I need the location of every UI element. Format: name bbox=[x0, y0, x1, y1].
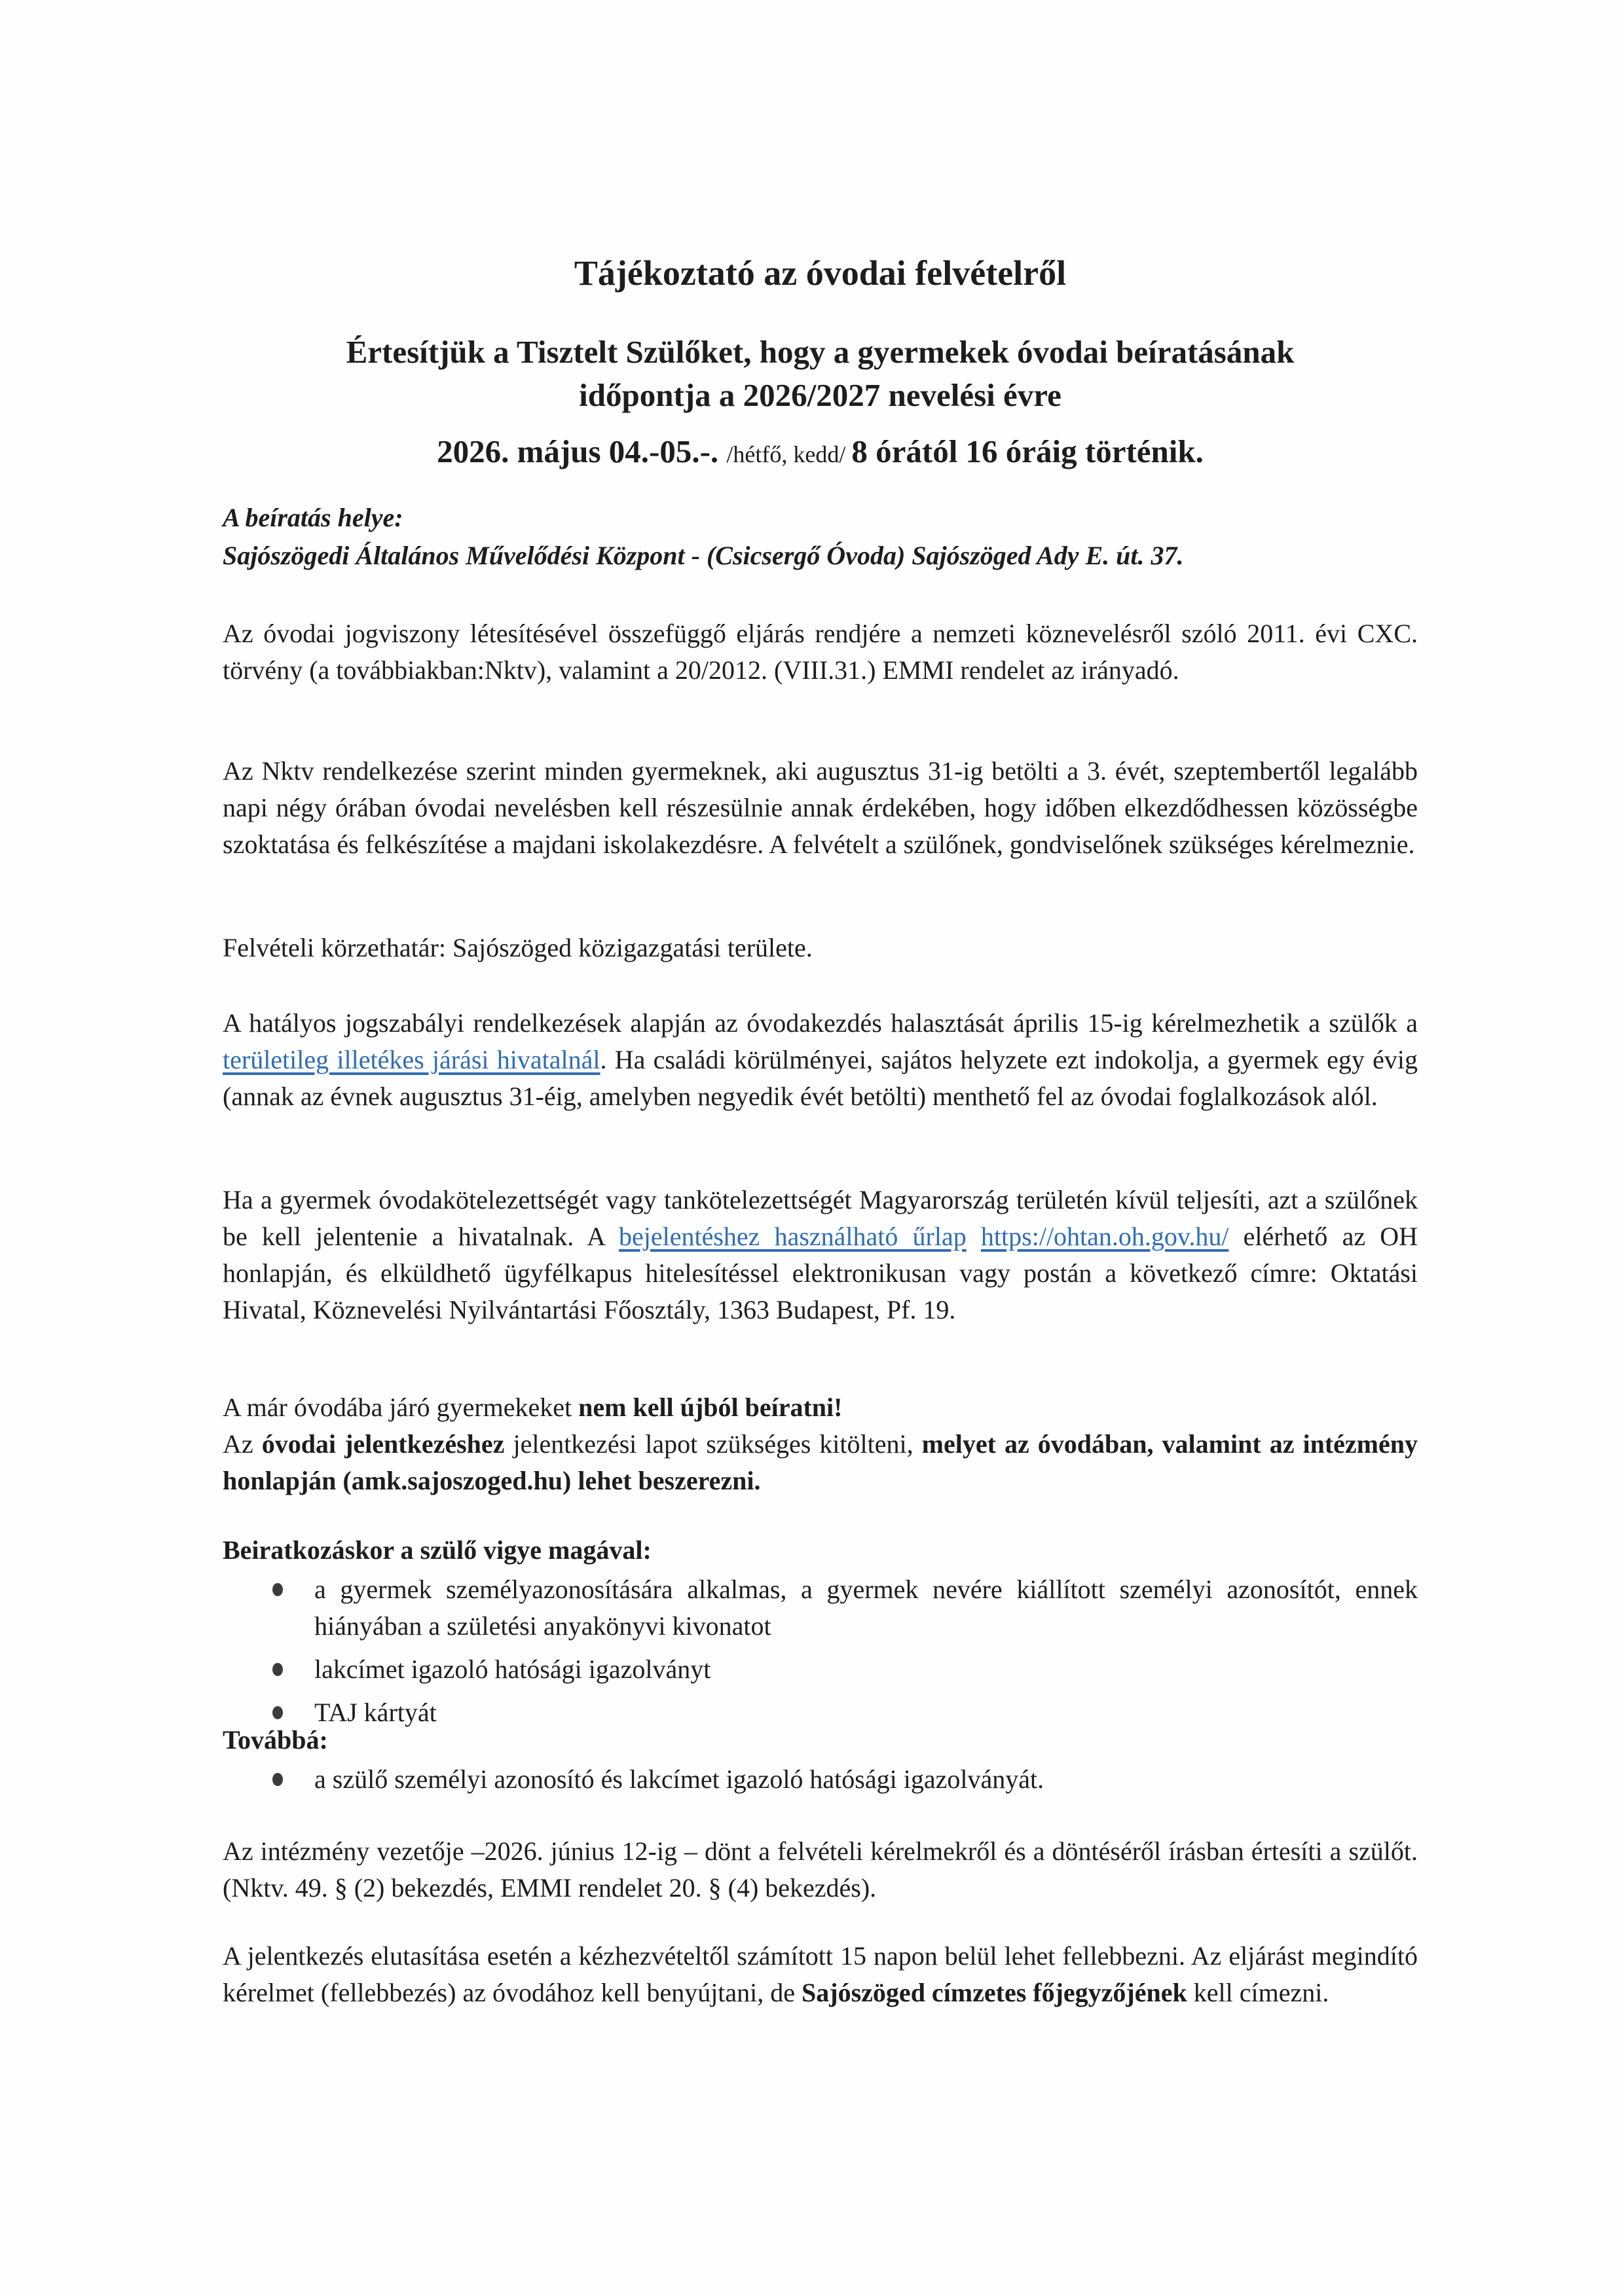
district-office-link[interactable]: területileg illetékes járási hivatalnál bbox=[223, 1045, 600, 1074]
apply-text-2: jelentkezési lapot szükséges kitölteni, bbox=[504, 1429, 922, 1459]
date-main: 2026. május 04.-05.-. bbox=[437, 433, 727, 469]
existing-bold: nem kell újból beíratni! bbox=[578, 1393, 843, 1422]
subtitle-line-2: időpontja a 2026/2027 nevelési évre bbox=[579, 377, 1061, 413]
list-item bbox=[223, 1761, 1418, 1798]
list-item-text: a gyermek személyazonosítására alkalmas, a gyermek nevére kiállított személyi azonosítót, ennek hiányában a születési anyakönyvi kivonatot bbox=[314, 1575, 1418, 1641]
paragraph-appeal bbox=[223, 1938, 1418, 2011]
paragraph-application-form bbox=[223, 1426, 1418, 1499]
list-item bbox=[223, 1651, 1418, 1688]
existing-text: A már óvodába járó gyermekeket bbox=[223, 1393, 579, 1422]
list-item bbox=[223, 1694, 1418, 1731]
document-subtitle bbox=[223, 331, 1418, 417]
date-days: /hétfő, kedd/ bbox=[726, 441, 852, 467]
paragraph-abroad bbox=[223, 1182, 1418, 1328]
postpone-text-after: . Ha családi körülményei, sajátos helyzete ezt indokolja, a gyermek egy évig (annak az évnek augusztus 31-éig, amelyben negyedik évét betölti) menthető fel az óvodai foglalkozások alól. bbox=[223, 1045, 1418, 1111]
document-title: Tájékoztató az óvodai felvételről bbox=[574, 253, 1067, 293]
abroad-text-before: Ha a gyermek óvodakötelezettségét vagy tankötelezettségét Magyarország területén kívül teljesíti, azt a szülőnek be kell jelentenie a hivatalnak. A bbox=[223, 1185, 1418, 1251]
appeal-bold: Sajószöged címzetes főjegyzőjének bbox=[802, 1978, 1187, 2007]
place-label: A beíratás helye: bbox=[223, 503, 403, 532]
enrollment-place bbox=[223, 499, 1418, 575]
further-list bbox=[223, 1761, 1418, 1804]
bring-heading: Beiratkozáskor a szülő vigye magával: bbox=[223, 1535, 652, 1565]
bullet-icon bbox=[272, 1706, 283, 1719]
bullet-icon bbox=[272, 1583, 283, 1596]
list-item-text: TAJ kártyát bbox=[314, 1698, 437, 1727]
apply-bold-1: óvodai jelentkezéshez bbox=[261, 1429, 505, 1459]
date-hours: 8 órától 16 óráig történik. bbox=[851, 433, 1204, 469]
abroad-text-after: elérhető az OH honlapján, és elküldhető ügyfélkapus hitelesítéssel elektronikusan vagy postán a következő címre: Oktatási Hivatal, Köznevelési Nyilvántartási Főosztály, 1363 Budapest, Pf. 19. bbox=[223, 1222, 1418, 1324]
bullet-icon bbox=[272, 1773, 283, 1786]
paragraph-decision: Az intézmény vezetője –2026. június 12-ig – dönt a felvételi kérelmekről és a döntéséről írásban értesíti a szülőt. (Nktv. 49. § (2) bekezdés, EMMI rendelet 20. § (4) bekezdés). bbox=[223, 1836, 1418, 1903]
appeal-text-after: kell címezni. bbox=[1187, 1978, 1329, 2007]
space bbox=[967, 1222, 981, 1251]
list-item bbox=[223, 1571, 1418, 1645]
ohtan-url-link[interactable]: https://ohtan.oh.gov.hu/ bbox=[980, 1222, 1229, 1251]
paragraph-existing-children bbox=[223, 1389, 1418, 1426]
list-item-text: a szülő személyi azonosító és lakcímet igazoló hatósági igazolványát. bbox=[314, 1764, 1044, 1794]
paragraph-nktv: Az Nktv rendelkezése szerint minden gyermeknek, aki augusztus 31-ig betölti a 3. évét, szeptembertől legalább napi négy órában óvodai nevelésben kell részesülnie annak érdekében, hogy időben elkezdődhessen közösségbe szoktatása és felkészítése a majdani iskolakezdésre. A felvételt a szülőnek, gondviselőnek szükséges kérelmeznie. bbox=[223, 756, 1418, 859]
subtitle-line-1: Értesítjük a Tisztelt Szülőket, hogy a gyermekek óvodai beíratásának bbox=[346, 334, 1295, 370]
enrollment-date bbox=[223, 432, 1418, 474]
bring-list bbox=[223, 1571, 1418, 1738]
paragraph-district: Felvételi körzethatár: Sajószöged közigazgatási területe. bbox=[223, 933, 813, 962]
paragraph-legal-basis: Az óvodai jogviszony létesítésével összefüggő eljárás rendjére a nemzeti köznevelésről szóló 2011. évi CXC. törvény (a továbbiakban:Nktv), valamint a 20/2012. (VIII.31.) EMMI rendelet az irányadó. bbox=[223, 619, 1418, 685]
list-item-text: lakcímet igazoló hatósági igazolványt bbox=[314, 1654, 711, 1684]
report-form-link[interactable]: bejelentéshez használható űrlap bbox=[619, 1222, 967, 1251]
apply-bold-2: melyet az óvodában, valamint az intézmény honlapján (amk.sajoszoged.hu) lehet beszerezni. bbox=[223, 1429, 1418, 1495]
apply-text-1: Az bbox=[223, 1429, 262, 1459]
appeal-text-before: A jelentkezés elutasítása esetén a kézhezvételtől számított 15 napon belül lehet fellebbezni. Az eljárást megindító kérelmet (fellebbezés) az óvodához kell benyújtani, de bbox=[223, 1941, 1418, 2007]
postpone-text-before: A hatályos jogszabályi rendelkezések alapján az óvodakezdés halasztását április 15-ig kérelmezhetik a szülők a bbox=[223, 1008, 1418, 1038]
further-heading: Továbbá: bbox=[223, 1725, 328, 1755]
place-value: Sajószögedi Általános Művelődési Központ - (Csicsergő Óvoda) Sajószöged Ady E. út. 37. bbox=[223, 541, 1184, 570]
paragraph-postponement bbox=[223, 1005, 1418, 1115]
bullet-icon bbox=[272, 1663, 283, 1676]
